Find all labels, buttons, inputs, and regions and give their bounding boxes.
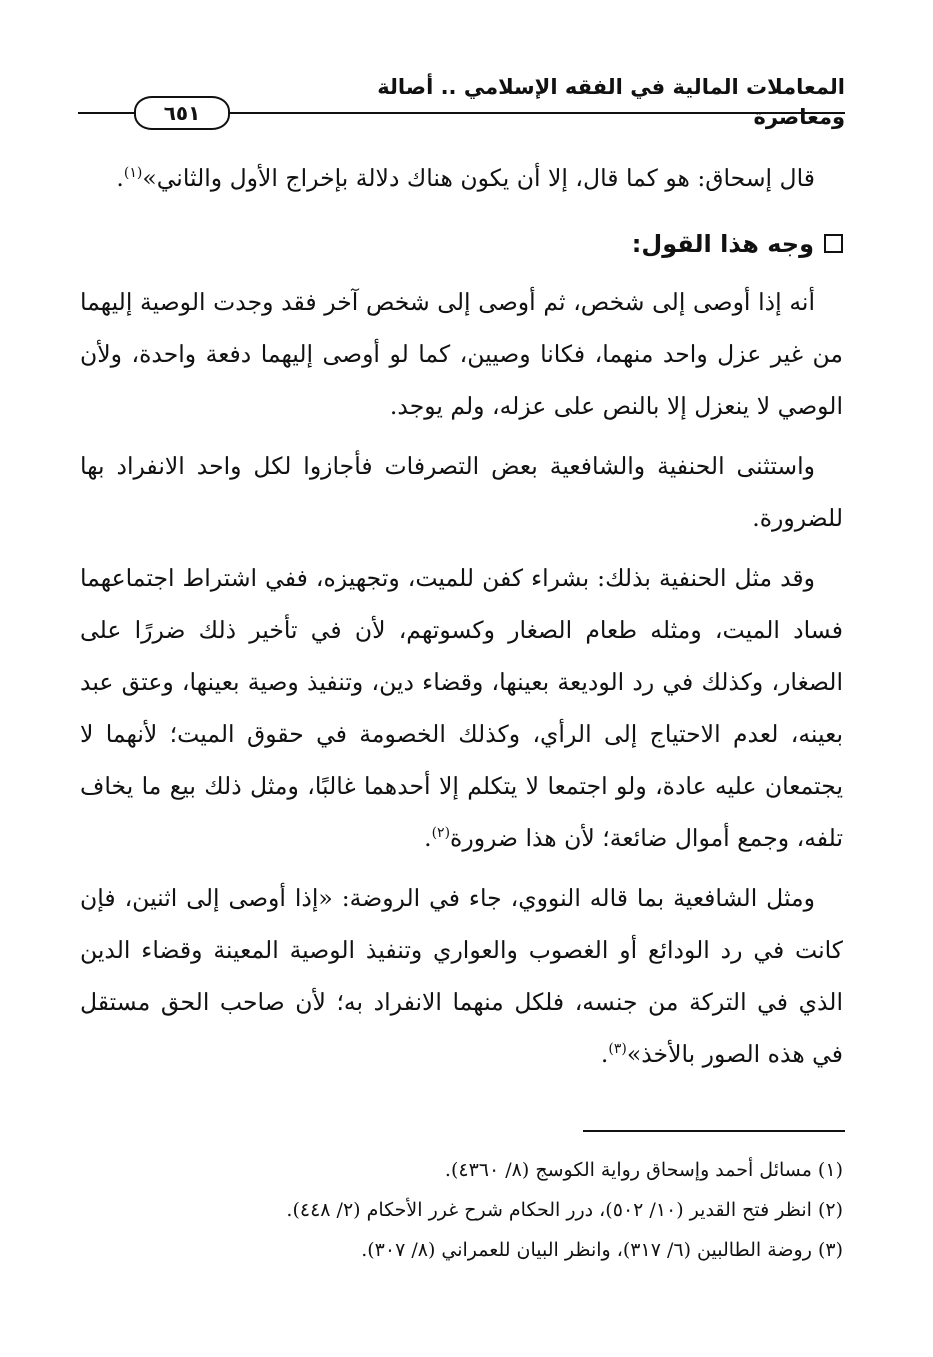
- paragraph-text: وقد مثل الحنفية بذلك: بشراء كفن للميت، وتجهيزه، ففي اشتراط اجتماعهما فساد الميت، ومثله طعام الصغار وكسوتهم، لأن في تأخير ذلك ضررًا على الصغار، وكذلك في رد الوديعة بعينها، وقضاء دين، وتنفيذ وصية بعينها، وعتق عبد بعينه، لعدم الاحتياج إلى الرأي، وكذلك الخصومة في حقوق الميت؛ لأنهما لا يجتمعان عليه عادة، ولو اجتمعا لا يتكلم إلا أحدهما غالبًا، ومثل ذلك بيع ما يخاف تلفه، وجمع أموال ضائعة؛ لأن هذا ضرورة: [80, 564, 843, 852]
- footnote-3: (٣) روضة الطالبين (٦/ ٣١٧)، وانظر البيان للعمراني (٨/ ٣٠٧).: [361, 1239, 843, 1261]
- section-heading-text: وجه هذا القول:: [631, 230, 814, 258]
- footnote-ref-2: (٢): [431, 825, 451, 842]
- paragraph-shafii-examples: [80, 872, 843, 1080]
- main-text: [80, 152, 843, 1088]
- footnote-2: (٢) انظر فتح القدير (١٠/ ٥٠٢)، درر الحكام شرح غرر الأحكام (٢/ ٤٤٨).: [286, 1199, 843, 1221]
- section-heading: [80, 218, 843, 270]
- page-number: ٦٥١: [134, 96, 230, 130]
- paragraph-end: .: [600, 1040, 609, 1068]
- footnote-ref-3: (٣): [608, 1041, 627, 1058]
- paragraph-ishaq-quote: [80, 152, 843, 204]
- paragraph-hanafi-examples: [80, 552, 843, 864]
- paragraph-justification: أنه إذا أوصى إلى شخص، ثم أوصى إلى شخص آخر فقد وجدت الوصية إليهما من غير عزل واحد منهما، فكانا وصيين، كما لو أوصى إليهما دفعة واحدة، ولأن الوصي لا ينعزل إلا بالنص على عزله، ولم يوجد.: [80, 288, 843, 420]
- running-title: المعاملات المالية في الفقه الإسلامي .. أصالة ومعاصرة: [377, 75, 845, 129]
- paragraph-text: قال إسحاق: هو كما قال، إلا أن يكون هناك دلالة بإخراج الأول والثاني»: [142, 164, 815, 192]
- footnote-1: (١) مسائل أحمد وإسحاق رواية الكوسج (٨/ ٤٣٦٠).: [444, 1159, 843, 1181]
- square-bullet-icon: [824, 234, 843, 253]
- footnote-separator: [583, 1130, 845, 1132]
- paragraph-text: ومثل الشافعية بما قاله النووي، جاء في الروضة: «إذا أوصى إلى اثنين، فإن كانت في رد الودائع أو الغصوب والعواري وتنفيذ الوصية المعينة وقضاء الدين الذي في التركة من جنسه، فلكل منهما الانفراد به؛ لأن صاحب الحق مستقل في هذه الصور بالأخذ»: [80, 884, 843, 1068]
- header-rule-right: [210, 112, 845, 114]
- paragraph-exception: واستثنى الحنفية والشافعية بعض التصرفات فأجازوا لكل واحد الانفراد بها للضرورة.: [80, 452, 843, 532]
- footnote-ref-1: (١): [123, 165, 143, 182]
- paragraph-end: .: [424, 824, 432, 852]
- footnotes: [80, 1150, 843, 1270]
- paragraph-end: .: [116, 164, 124, 192]
